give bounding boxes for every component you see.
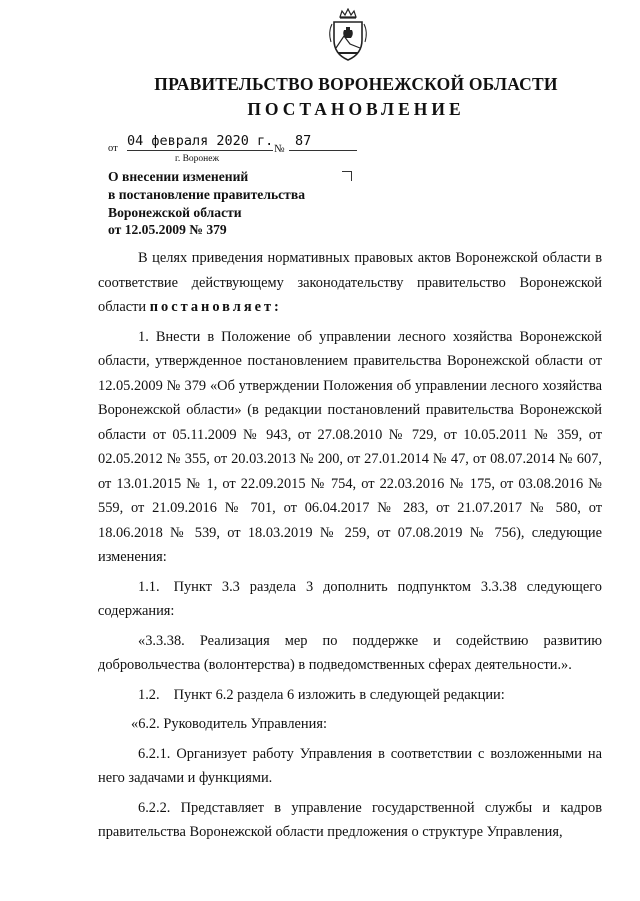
- item-1-2-number: 1.2.: [138, 686, 160, 703]
- date-prefix: от: [108, 143, 118, 154]
- clause-6-2-2: 6.2.2. Представляет в управление государственной службы и кадров правительства Воронежской области предложения о структуре Управления,: [98, 799, 602, 840]
- item-1: 1. Внести в Положение об управлении лесного хозяйства Воронежской области, утвержденное постановлением правительства Воронежской области от 12.05.2009 № 379 «Об утверждении Положения об управлении лесного хозяйства Воронежской области» (в редакции постановлений правительства Воронежской области от 05.11.2009 № 943, от 27.08.2010 № 729, от 10.05.2011 № 359, от 02.05.2012 № 355, от 20.03.2013 № 200, от 27.01.2014 № 47, от 08.07.2014 № 607, от 13.01.2015 № 1, от 22.09.2015 № 754, от 22.03.2016 № 175, от 03.08.2016 № 559, от 21.09.2016 № 701, от 06.04.2017 № 283, от 21.07.2017 № 580, от 18.06.2018 № 539, от 18.03.2019 № 259, от 07.08.2019 № 756), следующие изменения:: [98, 328, 602, 565]
- item-1-2: [98, 683, 602, 708]
- corner-mark: [342, 171, 352, 181]
- document-body: [98, 246, 602, 850]
- document-number: 87: [289, 133, 357, 151]
- subject-line: от 12.05.2009 № 379: [108, 222, 227, 238]
- government-title: ПРАВИТЕЛЬСТВО ВОРОНЕЖСКОЙ ОБЛАСТИ: [154, 74, 558, 94]
- quote-3-3-38: «3.3.38. Реализация мер по поддержке и содействию развитию добровольчества (волонтерства) в подведомственных сферах деятельности.».: [98, 632, 602, 673]
- document-subject: [108, 168, 305, 239]
- item-1-1: [98, 575, 602, 624]
- document-date: 04 февраля 2020 г.: [127, 133, 274, 149]
- subject-line: Воронежской области: [108, 204, 242, 220]
- subject-line: О внесении изменений: [108, 169, 249, 184]
- decree-word: постановляет:: [149, 299, 282, 315]
- preamble-text: В целях приведения нормативных правовых актов Воронежской области в соответствие действующему законодательству правительство Воронежской области: [98, 250, 602, 315]
- item-1-1-text: Пункт 3.3 раздела 3 дополнить подпунктом 3.3.38 следующего содержания:: [98, 578, 602, 619]
- clause-6-2-1: 6.2.1. Организует работу Управления в соответствии с возложенными на него задачами и функциями.: [98, 745, 602, 786]
- subject-line: в постановление правительства: [108, 186, 305, 202]
- coat-of-arms-icon: [326, 8, 370, 64]
- number-label: №: [274, 143, 285, 155]
- item-1-2-text: Пункт 6.2 раздела 6 изложить в следующей редакции:: [173, 686, 505, 703]
- clause-6-2: «6.2. Руководитель Управления:: [131, 716, 327, 732]
- date-number-row: [108, 131, 368, 161]
- preamble-paragraph: [98, 246, 602, 320]
- item-1-1-number: 1.1.: [138, 578, 160, 595]
- city: г. Воронеж: [175, 154, 220, 164]
- document-type-title: ПОСТАНОВЛЕНИЕ: [247, 99, 465, 119]
